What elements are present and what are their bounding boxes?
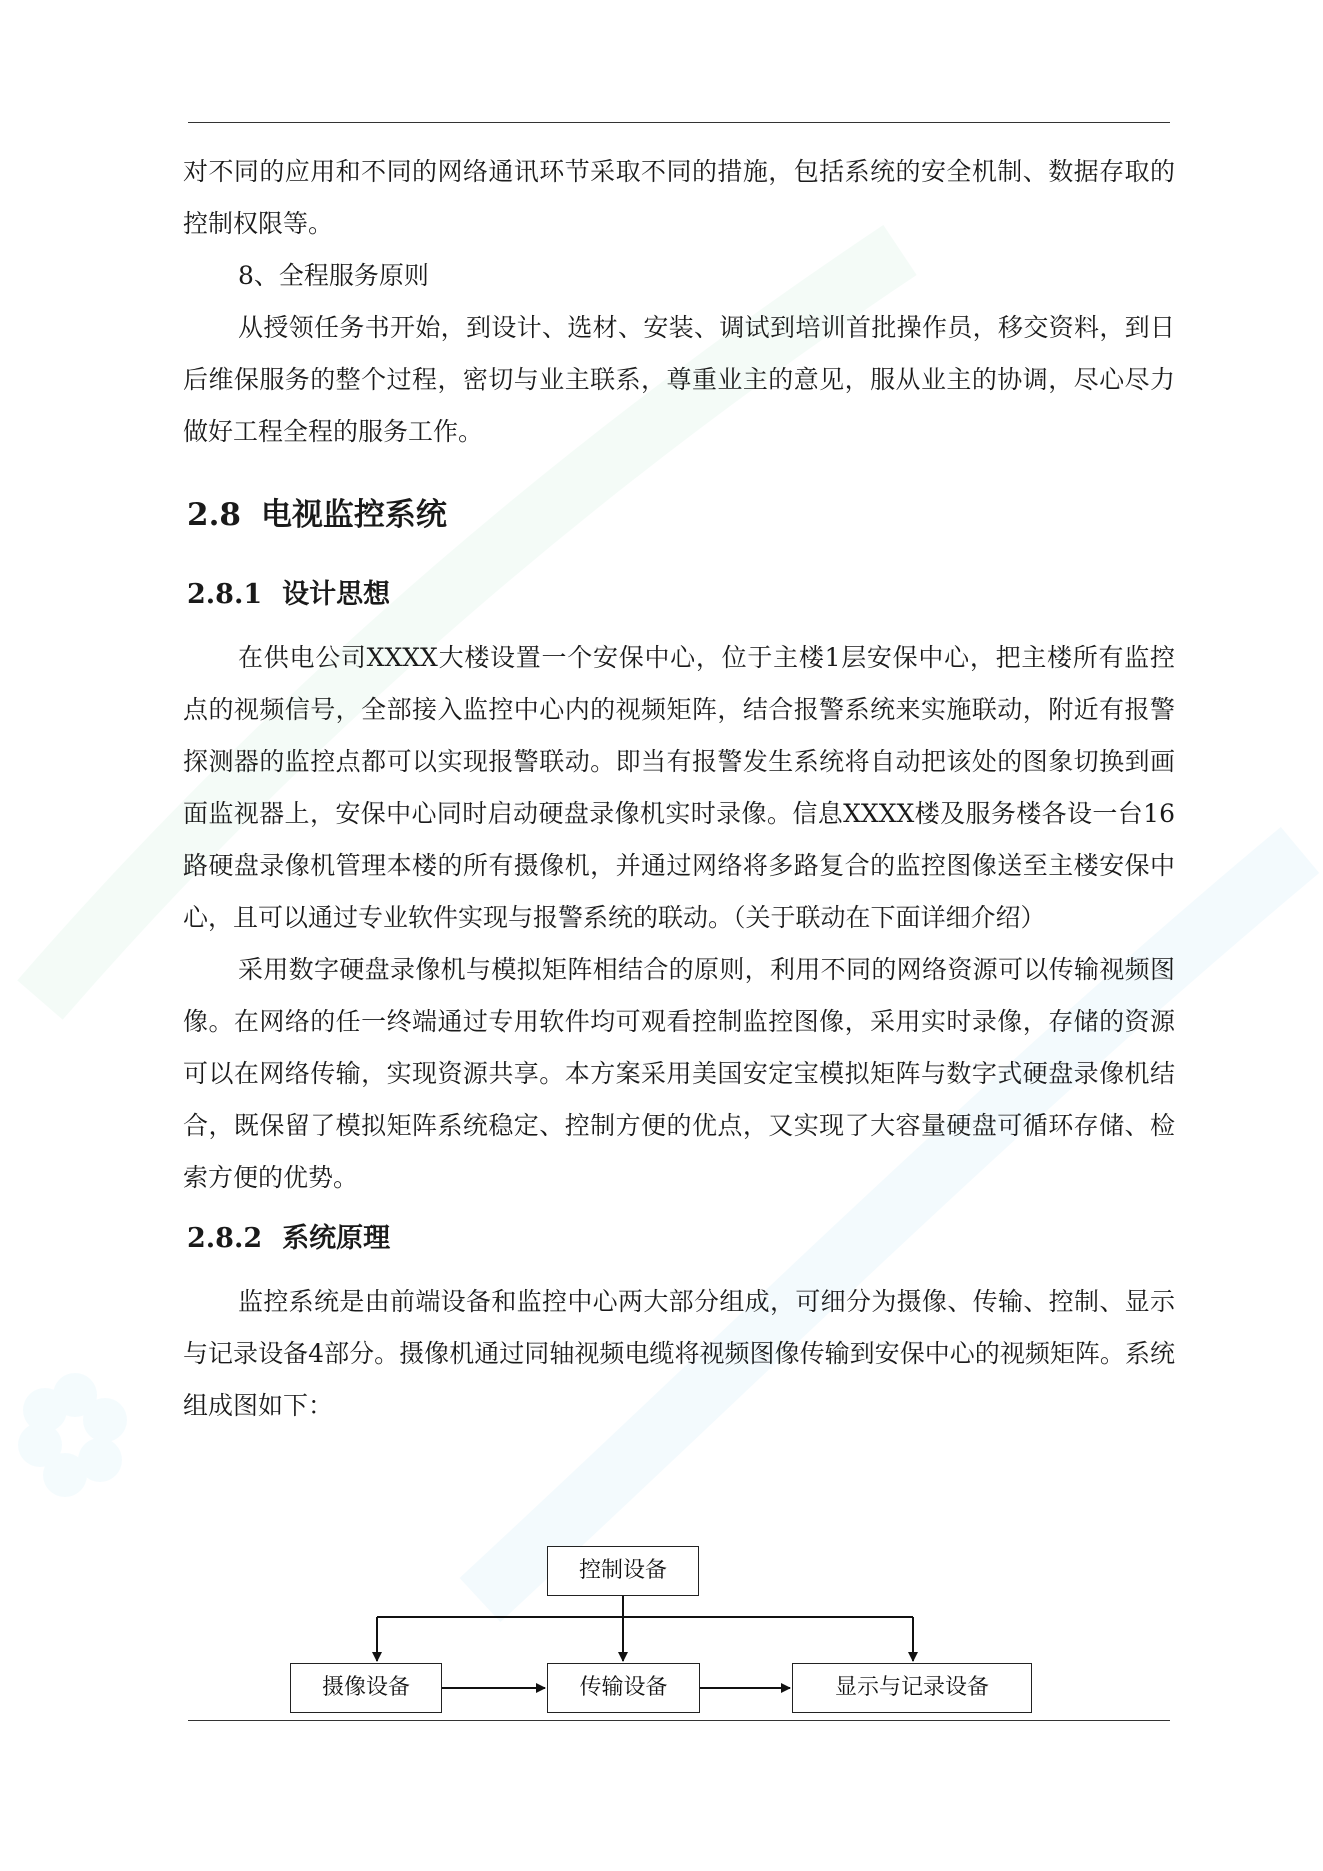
section-title: 系统原理 — [282, 1223, 391, 1254]
principle-8-text: 从授领任务书开始，到设计、选材、安装、调试到培训首批操作员，移交资料，到日后维保服务的整个过程，密切与业主联系，尊重业主的意见，服从业主的协调，尽心尽力做好工程全程的服务工作。 — [183, 313, 1175, 446]
camera-equipment-box: 摄像设备 — [290, 1663, 442, 1713]
section-title: 电视监控系统 — [260, 497, 447, 533]
design-paragraph-2: 采用数字硬盘录像机与模拟矩阵相结合的原则，利用不同的网络资源可以传输视频图像。在网络的任一终端通过专用软件均可观看控制监控图像，采用实时录像，存储的资源可以在网络传输，实现资源共享。本方案采用美国安定宝模拟矩阵与数字式硬盘录像机结合，既保留了模拟矩阵系统稳定、控制方便的优点，又实现了大容量硬盘可循环存储、检索方便的优势。 — [183, 955, 1175, 1192]
watermark-flower-icon — [18, 1373, 127, 1497]
section-2-8-2-heading — [187, 1216, 1175, 1262]
header-rule — [188, 122, 1170, 123]
section-title: 设计思想 — [282, 579, 391, 610]
document-body — [183, 146, 1175, 1432]
section-2-8-heading — [187, 490, 1175, 540]
section-2-8-1-heading — [187, 572, 1175, 618]
footer-rule — [188, 1720, 1170, 1721]
transmission-equipment-box: 传输设备 — [547, 1663, 700, 1713]
section-number: 2.8.2 — [187, 1223, 263, 1254]
principle-paragraph: 监控系统是由前端设备和监控中心两大部分组成，可细分为摄像、传输、控制、显示与记录设备4部分。摄像机通过同轴视频电缆将视频图像传输到安保中心的视频矩阵。系统组成图如下： — [183, 1287, 1175, 1420]
control-equipment-box: 控制设备 — [547, 1546, 699, 1596]
display-recording-equipment-box: 显示与记录设备 — [792, 1663, 1032, 1713]
intro-paragraph: 对不同的应用和不同的网络通讯环节采取不同的措施，包括系统的安全机制、数据存取的控制权限等。 — [183, 157, 1175, 238]
principle-8-title: 8、全程服务原则 — [238, 261, 429, 290]
section-number: 2.8 — [187, 497, 241, 533]
design-paragraph-1: 在供电公司XXXX大楼设置一个安保中心，位于主楼1层安保中心，把主楼所有监控点的视频信号，全部接入监控中心内的视频矩阵，结合报警系统来实施联动，附近有报警探测器的监控点都可以实现报警联动。即当有报警发生系统将自动把该处的图象切换到画面监视器上，安保中心同时启动硬盘录像机实时录像。信息XXXX楼及服务楼各设一台16路硬盘录像机管理本楼的所有摄像机，并通过网络将多路复合的监控图像送至主楼安保中心，且可以通过专业软件实现与报警系统的联动。（关于联动在下面详细介绍） — [183, 643, 1175, 932]
section-number: 2.8.1 — [187, 579, 263, 610]
system-composition-diagram — [280, 1546, 1040, 1716]
